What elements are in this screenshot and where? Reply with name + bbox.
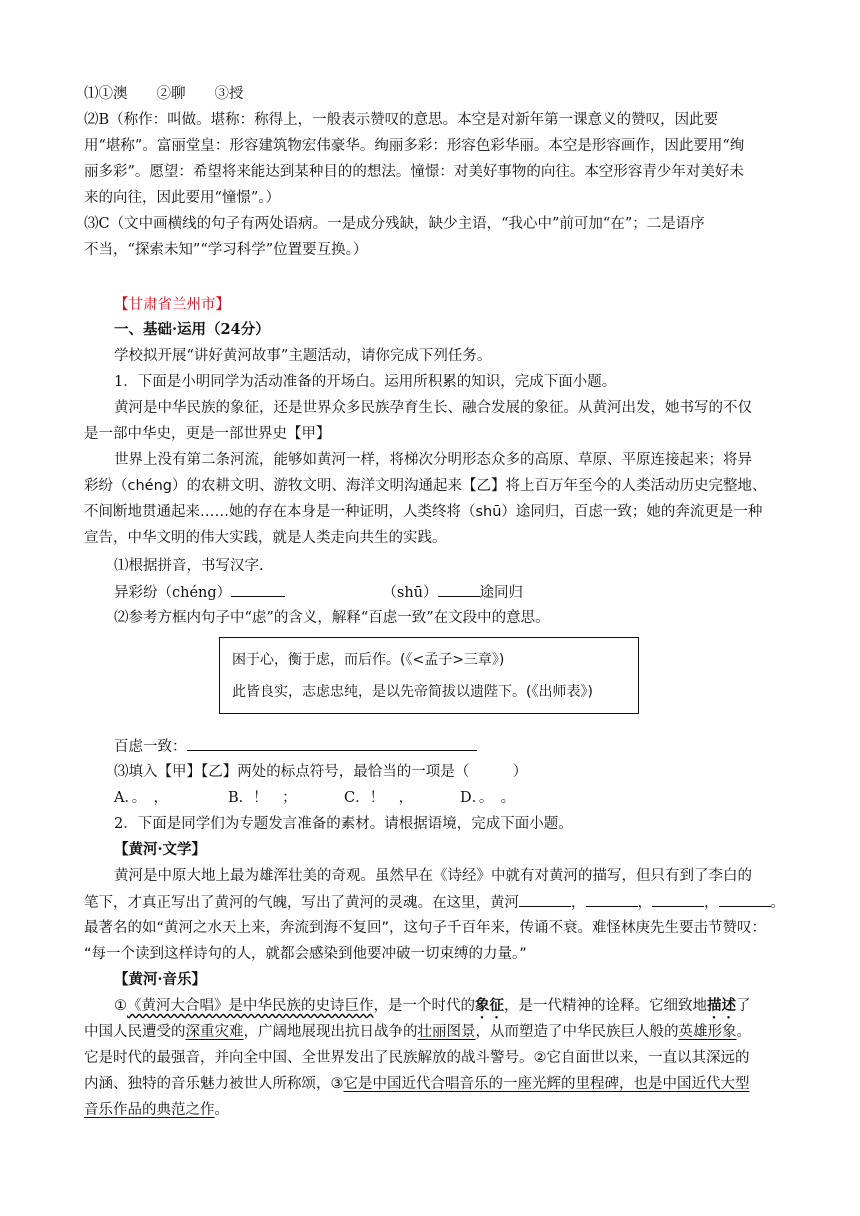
reference-line-2: 此皆良实，志虑忠纯，是以先帝简拔以遗陛下。(《出师表》) <box>232 684 593 700</box>
m2-a: 中国人民遭受的 <box>84 1024 186 1040</box>
answer-3-line-2: 不当，“探索未知”“学习科学”位置要互换。） <box>84 242 368 258</box>
region-heading: 【甘肃省兰州市】 <box>114 297 230 313</box>
answer-row <box>114 736 814 757</box>
passage-2-line-1: 世界上没有第二条河流，能够如黄河一样，将梯次分明形态众多的高原、草原、平原连接起来；将异 <box>114 452 752 468</box>
fill-b-tail: 途同归 <box>479 585 524 601</box>
music-line-5 <box>84 1100 784 1120</box>
sub-question-1: ⑴根据拼音，书写汉字. <box>114 558 264 574</box>
option-a[interactable]: A．。 ， <box>114 790 168 806</box>
m4-a: 内涵、独特的音乐魅力被世人所称颂，③ <box>84 1076 344 1092</box>
option-c[interactable]: C．！ ， <box>344 790 414 806</box>
reference-line-1: 困于心，衡于虑，而后作。(《<孟子>三章》) <box>232 652 505 668</box>
literature-line-2-text: 笔下，才真正写出了黄河的气魄，写出了黄河的灵魂。在这里，黄河 <box>84 895 519 911</box>
option-b[interactable]: B．！ ； <box>228 790 297 806</box>
reference-box <box>219 637 639 714</box>
lit-blank-1[interactable] <box>519 892 571 907</box>
m1-c: ，是一个时代的 <box>373 998 475 1014</box>
m2-u1: 深重灾难 <box>185 1024 244 1040</box>
lit-blank-2[interactable] <box>586 892 638 907</box>
fill-a-blank[interactable] <box>231 582 285 597</box>
m2-c: ，广阔地展现出抗日战争的 <box>243 1024 418 1040</box>
m1-wavy: 《黄河大合唱》是中华民族的史诗巨作 <box>127 998 374 1014</box>
literature-line-3: 最著名的如“黄河之水天上来，奔流到海不复回”，这句子千百年来，传诵不衰。难怪林庚先生要击节赞叹： <box>84 920 767 936</box>
task-2: 2．下面是同学们为专题发言准备的素材。请根据语境，完成下面小题。 <box>114 816 573 832</box>
answer-1: ⑴①澳 ②聊 ③授 <box>84 86 244 102</box>
passage-2-line-4: 宣告，中华文明的伟大实践，就是人类走向共生的实践。 <box>84 530 447 546</box>
literature-line-2-end: 。 <box>770 895 785 911</box>
answer-2-line-4: 来的向往，因此要用“憧憬”。） <box>84 190 281 206</box>
music-line-4 <box>84 1074 784 1094</box>
m5-end: 。 <box>214 1102 229 1118</box>
fill-in-row <box>114 582 754 603</box>
m1-e: ，是一代精神的诠释。它细致地 <box>504 998 707 1014</box>
passage-1-line-2: 是一部中华史，更是一部世界史【甲】 <box>84 426 331 442</box>
passage-1-line-1: 黄河是中华民族的象征，还是世界众多民族孕育生长、融合发展的象征。从黄河出发，她书写的不仅 <box>114 400 752 416</box>
literature-line-4: “每一个读到这样诗句的人，就都会感染到他要冲破一切束缚的力量。” <box>84 946 527 962</box>
literature-title: 【黄河·文学】 <box>114 841 207 858</box>
m1-num: ① <box>114 998 127 1014</box>
m1-dot-2: 描述 <box>707 998 736 1014</box>
m2-g: 。 <box>736 1024 751 1040</box>
answer-3-line-1: ⑶C（文中画横线的句子有两处语病。一是成分残缺，缺少主语，“我心中”前可加“在”；二是语序 <box>84 216 705 232</box>
music-title: 【黄河·音乐】 <box>114 971 207 988</box>
task-1: 1．下面是小明同学为活动准备的开场白。运用所积累的知识，完成下面小题。 <box>114 374 617 390</box>
m2-e: ，从而塑造了中华民族巨人般的 <box>475 1024 679 1040</box>
passage-2-line-2: 彩纷（chéng）的农耕文明、游牧文明、海洋文明沟通起来【乙】将上百万年至今的人类活动历史完整地、 <box>84 478 767 494</box>
m2-u2: 壮丽图景 <box>417 1024 476 1040</box>
bai-label: 百虑一致： <box>114 739 187 755</box>
section-heading: 一、基础·运用（24分） <box>114 321 270 338</box>
lit-blank-3[interactable] <box>652 892 704 907</box>
option-d[interactable]: D．。 。 <box>460 790 516 806</box>
sub-question-2: ⑵参考方框内句子中“虑”的含义，解释“百虑一致”在文段中的意思。 <box>114 610 550 626</box>
bai-blank[interactable] <box>187 736 477 751</box>
m2-u3: 英雄形象 <box>678 1024 737 1040</box>
m5-u: 音乐作品的典范之作 <box>84 1102 215 1118</box>
literature-line-1: 黄河是中原大地上最为雄浑壮美的奇观。虽然早在《诗经》中就有对黄河的描写，但只有到了李白的 <box>114 868 752 884</box>
answer-2-line-1: ⑵B（称作：叫做。堪称：称得上，一般表示赞叹的意思。本空是对新年第一课意义的赞叹，因此要 <box>84 112 719 128</box>
m1-g: 了 <box>736 998 751 1014</box>
sub-question-3: ⑶填入【甲】【乙】两处的标点符号，最恰当的一项是（ ） <box>114 764 528 780</box>
music-line-1 <box>114 996 814 1022</box>
lit-blank-4[interactable] <box>719 892 771 907</box>
fill-a-label: 异彩纷（chéng） <box>114 585 232 601</box>
passage-2-line-3: 不间断地贯通起来……她的存在本身是一种证明，人类终将（shū）途同归，百虑一致；她的奔流更是一种 <box>84 504 763 520</box>
m4-u: 它是中国近代合唱音乐的一座光辉的里程碑，也是中国近代大型 <box>343 1076 750 1092</box>
music-line-3: 它是时代的最强音，并向全中国、全世界发出了民族解放的战斗警号。②它自面世以来，一直以其深远的 <box>84 1050 750 1066</box>
m1-dot-1: 象征 <box>475 998 504 1014</box>
fill-b-blank[interactable] <box>438 582 480 597</box>
literature-line-2: 笔下，才真正写出了黄河的气魄，写出了黄河的灵魂。在这里，黄河 ， ， ， 。 <box>84 892 784 913</box>
music-line-2 <box>84 1022 784 1042</box>
activity-intro: 学校拟开展“讲好黄河故事”主题活动，请你完成下列任务。 <box>114 348 492 364</box>
answer-2-line-3: 丽多彩”。愿望：希望将来能达到某种目的的想法。憧憬：对美好事物的向往。本空形容青少年对美好未 <box>84 164 744 180</box>
answer-2-line-2: 用“堪称”。富丽堂皇：形容建筑物宏伟豪华。绚丽多彩：形容色彩华丽。本空是形容画作，因此要用“绚 <box>84 138 745 154</box>
fill-b-label: （shū） <box>382 585 438 601</box>
